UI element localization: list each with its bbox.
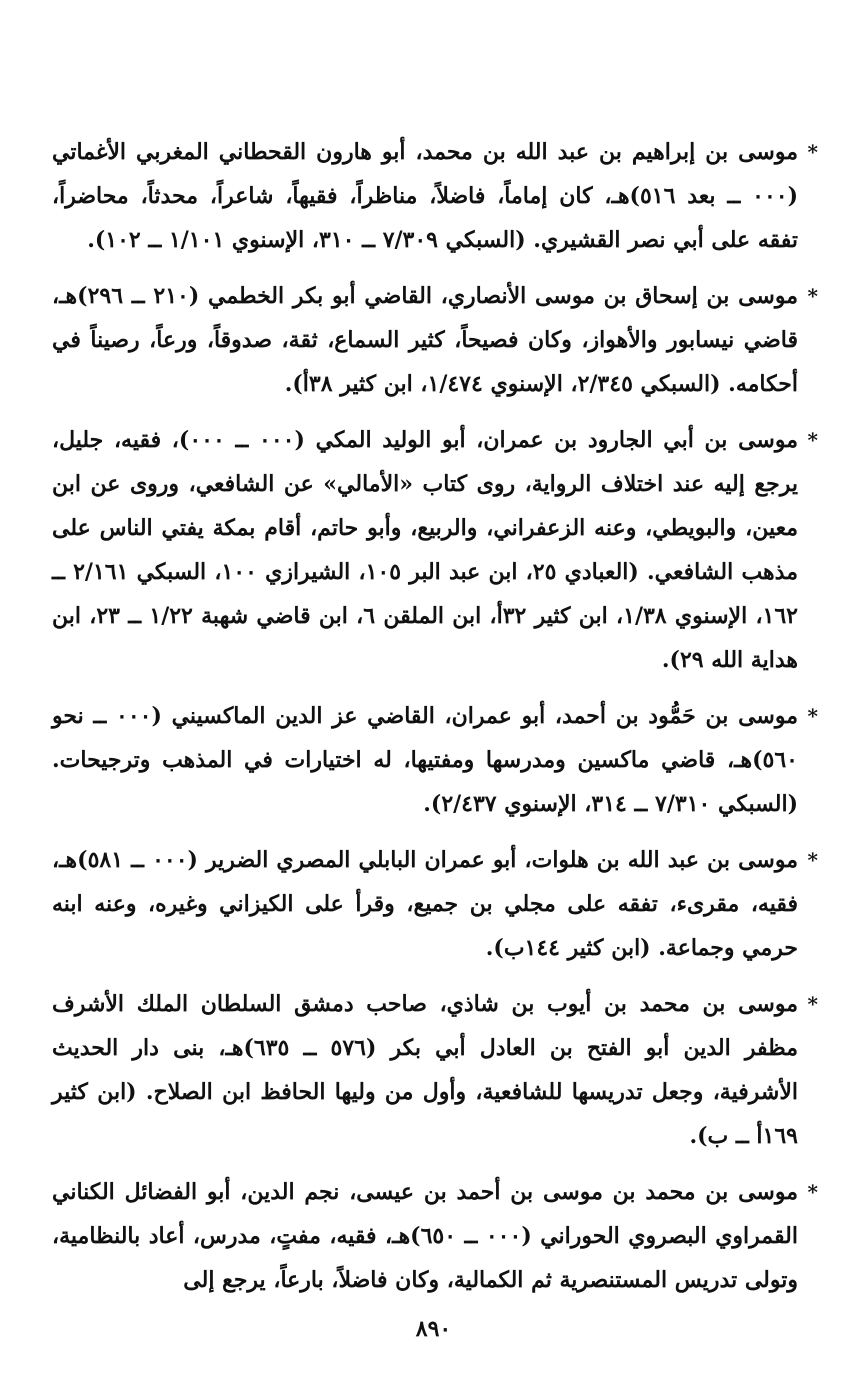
- biography-entry: [52, 274, 818, 406]
- entry-text: موسى بن عبد الله بن هلوات، أبو عمران البابلي المصري الضرير (٠٠٠ ــ ٥٨١)هـ، فقيه، مقرىء، تفقه على مجلي بن جميع، وقرأ على الكيزاني وغيره، وعنه ابنه حرمي وجماعة. (ابن كثير ١٤٤ب).: [52, 847, 798, 961]
- biography-entry: [52, 130, 818, 262]
- entry-marker: *: [807, 428, 818, 452]
- entry-text: موسى بن محمد بن أيوب بن شاذي، صاحب دمشق السلطان الملك الأشرف مظفر الدين أبو الفتح بن العادل أبي بكر (٥٧٦ ــ ٦٣٥)هـ، بنى دار الحديث الأشرفية، وجعل تدريسها للشافعية، وأول من وليها الحافظ ابن الصلاح. (ابن كثير ١٦٩أ ــ ب).: [52, 991, 798, 1149]
- biography-entry: [52, 838, 818, 970]
- biography-entry: [52, 418, 818, 682]
- biography-entry: [52, 1170, 818, 1302]
- entry-marker: *: [807, 140, 818, 164]
- biography-entry: [52, 694, 818, 826]
- biography-entry: [52, 982, 818, 1158]
- entry-marker: *: [807, 284, 818, 308]
- entry-text: موسى بن أبي الجارود بن عمران، أبو الوليد المكي (٠٠٠ ــ ٠٠٠)، فقيه، جليل، يرجع إليه عند اختلاف الرواية، روى كتاب «الأمالي» عن الشافعي، وروى عن ابن معين، والبويطي، وعنه الزعفراني، والربيع، وأبو حاتم، أقام بمكة يفتي الناس على مذهب الشافعي. (العبادي ٢٥، ابن عبد البر ١٠٥، الشيرازي ١٠٠، السبكي ٢/١٦١ ــ ١٦٢، الإسنوي ١/٣٨، ابن كثير ٣٢أ، ابن الملقن ٦، ابن قاضي شهبة ١/٢٢ ــ ٢٣، ابن هداية الله ٢٩).: [52, 427, 798, 673]
- entries-list: [52, 130, 818, 1314]
- entry-text: موسى بن إسحاق بن موسى الأنصاري، القاضي أبو بكر الخطمي (٢١٠ ــ ٢٩٦)هـ، قاضي نيسابور والأهواز، وكان فصيحاً، كثير السماع، ثقة، صدوقاً، ورعاً، رصيناً في أحكامه. (السبكي ٢/٣٤٥، الإسنوي ١/٤٧٤، ابن كثير ٣٨أ).: [52, 283, 799, 397]
- entry-text: موسى بن إبراهيم بن عبد الله بن محمد، أبو هارون القحطاني المغربي الأغماتي (٠٠٠ ــ بعد ٥١٦)هـ، كان إماماً، فاضلاً، مناظراً، فقيهاً، شاعراً، محدثاً، محاضراً، تفقه على أبي نصر القشيري. (السبكي ٧/٣٠٩ ــ ٣١٠، الإسنوي ١/١٠١ ــ ١٠٢).: [52, 139, 798, 253]
- entry-text: موسى بن محمد بن موسى بن أحمد بن عيسى، نجم الدين، أبو الفضائل الكناني القمراوي البصروي الحوراني (٠٠٠ ــ ٦٥٠)هـ، فقيه، مفتٍ، مدرس، أعاد بالنظامية، وتولى تدريس المستنصرية ثم الكمالية، وكان فاضلاً، بارعاً، يرجع إلى: [52, 1179, 798, 1293]
- entry-marker: *: [807, 1180, 818, 1204]
- entry-text: موسى بن حَمُّود بن أحمد، أبو عمران، القاضي عز الدين الماكسيني (٠٠٠ ــ نحو ٥٦٠)هـ، قاضي ماكسين ومدرسها ومفتيها، له اختيارات في المذهب وترجيحات. (السبكي ٧/٣١٠ ــ ٣١٤، الإسنوي ٢/٤٣٧).: [52, 703, 798, 817]
- entry-marker: *: [807, 848, 818, 872]
- page-number: ٨٩٠: [415, 1316, 452, 1342]
- entry-marker: *: [807, 992, 818, 1016]
- entry-marker: *: [807, 704, 818, 728]
